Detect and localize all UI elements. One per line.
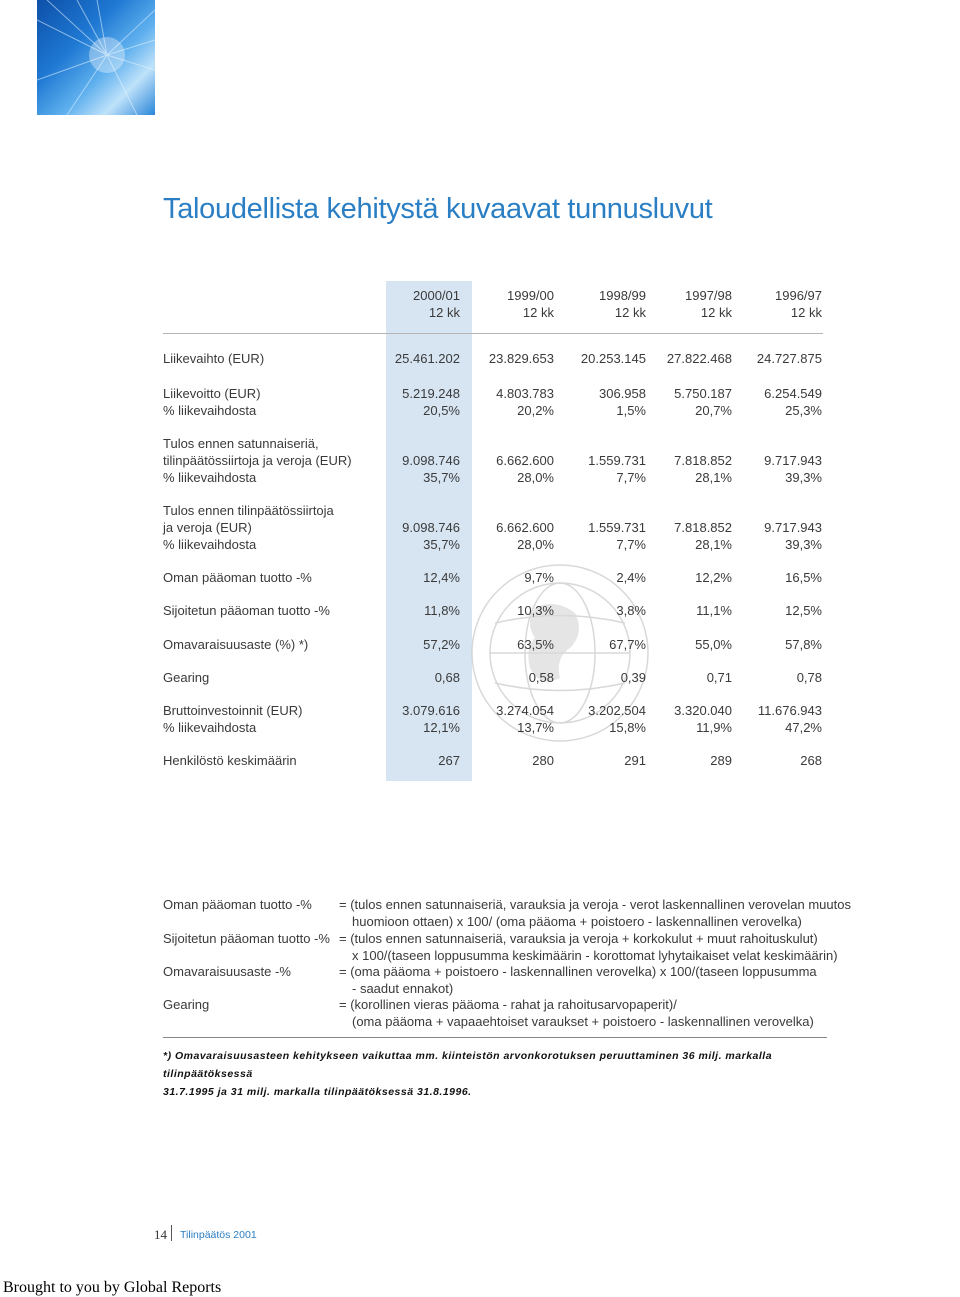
definition-term: Gearing: [163, 997, 210, 1012]
table-cell: 63,5%: [517, 637, 554, 652]
table-cell: 3.320.040: [674, 703, 732, 718]
table-cell: 1.559.731: [588, 520, 646, 535]
definition-formula-line: = (korollinen vieras pääoma - rahat ja rahoitusarvopaperit)/: [339, 997, 677, 1012]
table-cell: 6.662.600: [496, 453, 554, 468]
table-cell: 12,1%: [423, 720, 460, 735]
row-label: Oman pääoman tuotto -%: [163, 570, 312, 585]
table-cell: 289: [710, 753, 732, 768]
definition-formula-line: = (oma pääoma + poistoero - laskennallinen verovelka) x 100/(taseen loppusumma: [339, 964, 817, 979]
table-cell: 39,3%: [785, 470, 822, 485]
row-label: Sijoitetun pääoman tuotto -%: [163, 603, 330, 618]
table-cell: 39,3%: [785, 537, 822, 552]
table-cell: 0,39: [620, 670, 646, 685]
table-cell: 24.727.875: [756, 351, 822, 366]
footnote-line-2: 31.7.1995 ja 31 milj. markalla tilinpäätöksessä 31.8.1996.: [163, 1086, 472, 1098]
table-cell: 0,68: [434, 670, 460, 685]
page-number-divider: [171, 1225, 172, 1241]
footnote-divider: [163, 1037, 827, 1038]
table-cell: 12,2%: [695, 570, 732, 585]
table-cell: 20.253.145: [580, 351, 646, 366]
table-cell: 3,8%: [616, 603, 646, 618]
table-cell: 9.098.746: [402, 453, 460, 468]
table-cell: 11,9%: [696, 720, 732, 735]
table-cell: 267: [438, 753, 460, 768]
table-cell: 11,1%: [696, 603, 732, 618]
table-cell: 3.274.054: [496, 703, 554, 718]
row-label: % liikevaihdosta: [163, 470, 257, 485]
table-cell: 23.829.653: [488, 351, 554, 366]
table-cell: 67,7%: [609, 637, 646, 652]
row-label: % liikevaihdosta: [163, 537, 257, 552]
header-divider: [163, 333, 823, 334]
table-cell: 13,7%: [517, 720, 554, 735]
table-cell: 4.803.783: [496, 386, 554, 401]
definition-formula-line: = (tulos ennen satunnaiseriä, varauksia ja veroja - verot laskennallinen verovelan muutos: [339, 897, 851, 912]
table-cell: 3.079.616: [402, 703, 460, 718]
table-cell: 27.822.468: [666, 351, 732, 366]
table-cell: 57,2%: [423, 637, 460, 652]
table-cell: 57,8%: [785, 637, 822, 652]
definition-formula-line: x 100/(taseen loppusumma keskimäärin - korottomat lyhytaikaiset velat keskimäärin): [352, 948, 838, 963]
table-cell: 2,4%: [616, 570, 646, 585]
table-cell: 306.958: [599, 386, 646, 401]
table-cell: 12,4%: [423, 570, 460, 585]
column-header-period: 1997/98: [685, 288, 732, 303]
table-cell: 16,5%: [785, 570, 822, 585]
table-cell: 28,1%: [695, 537, 732, 552]
table-cell: 28,1%: [695, 470, 732, 485]
definition-term: Oman pääoman tuotto -%: [163, 897, 312, 912]
column-header-period: 1999/00: [507, 288, 554, 303]
table-cell: 9,7%: [524, 570, 554, 585]
table-cell: 35,7%: [423, 537, 460, 552]
table-cell: 15,8%: [609, 720, 646, 735]
table-cell: 47,2%: [785, 720, 822, 735]
table-cell: 28,0%: [517, 470, 554, 485]
table-cell: 7,7%: [616, 537, 646, 552]
row-label: Liikevoitto (EUR): [163, 386, 261, 401]
footnote: [163, 1047, 843, 1101]
column-header-months: 12 kk: [790, 305, 822, 320]
row-label: tilinpäätössiirtoja ja veroja (EUR): [163, 453, 352, 468]
table-cell: 9.717.943: [764, 520, 822, 535]
table-cell: 5.219.248: [402, 386, 460, 401]
table-cell: 7.818.852: [674, 520, 732, 535]
table-cell: 25,3%: [785, 403, 822, 418]
column-header-period: 2000/01: [413, 288, 460, 303]
row-label: Henkilöstö keskimäärin: [163, 753, 297, 768]
table-cell: 9.098.746: [402, 520, 460, 535]
table-cell: 25.461.202: [394, 351, 460, 366]
row-label: Tulos ennen tilinpäätössiirtoja: [163, 503, 334, 518]
table-cell: 10,3%: [517, 603, 554, 618]
column-header-months: 12 kk: [614, 305, 646, 320]
definition-formula-line: - saadut ennakot): [352, 981, 454, 996]
table-cell: 3.202.504: [588, 703, 646, 718]
column-header-months: 12 kk: [428, 305, 460, 320]
table-cell: 5.750.187: [674, 386, 732, 401]
column-header-months: 12 kk: [522, 305, 554, 320]
table-cell: 6.662.600: [496, 520, 554, 535]
definition-formula-line: huomioon ottaen) x 100/ (oma pääoma + poistoero - laskennallinen verovelka): [352, 914, 802, 929]
row-label: Omavaraisuusaste (%) *): [163, 637, 309, 652]
table-cell: 291: [624, 753, 646, 768]
table-cell: 12,5%: [785, 603, 822, 618]
column-header-period: 1998/99: [599, 288, 646, 303]
table-cell: 0,71: [706, 670, 732, 685]
page-number: 14: [154, 1227, 167, 1242]
table-cell: 280: [532, 753, 554, 768]
row-label: Gearing: [163, 670, 210, 685]
table-cell: 11,8%: [424, 603, 460, 618]
definition-term: Sijoitetun pääoman tuotto -%: [163, 931, 330, 946]
definition-formula-line: (oma pääoma + vapaaehtoiset varaukset + poistoero - laskennallinen verovelka): [352, 1014, 814, 1029]
publication-name: Tilinpäätös 2001: [180, 1229, 257, 1241]
page-title: Taloudellista kehitystä kuvaavat tunnusluvut: [163, 193, 713, 226]
table-cell: 20,5%: [423, 403, 460, 418]
table-cell: 0,78: [796, 670, 822, 685]
column-header-months: 12 kk: [700, 305, 732, 320]
table-cell: 7,7%: [616, 470, 646, 485]
table-cell: 9.717.943: [764, 453, 822, 468]
row-label: % liikevaihdosta: [163, 720, 257, 735]
table-cell: 1.559.731: [588, 453, 646, 468]
footnote-line-1: *) Omavaraisuusasteen kehitykseen vaikuttaa mm. kiinteistön arvonkorotuksen peruuttaminen 36 milj. markalla tilinpäätöksessä: [163, 1050, 773, 1080]
table-cell: 35,7%: [423, 470, 460, 485]
definition-formula-line: = (tulos ennen satunnaiseriä, varauksia ja veroja + korkokulut + muut rahoituskulut): [339, 931, 818, 946]
table-cell: 20,2%: [517, 403, 554, 418]
corner-decorative-image: [37, 0, 155, 115]
row-label: % liikevaihdosta: [163, 403, 257, 418]
table-cell: 1,5%: [616, 403, 646, 418]
row-label: Bruttoinvestoinnit (EUR): [163, 703, 303, 718]
row-label: Tulos ennen satunnaiseriä,: [163, 436, 319, 451]
source-credit: Brought to you by Global Reports: [3, 1279, 222, 1296]
table-cell: 55,0%: [695, 637, 732, 652]
row-label: ja veroja (EUR): [163, 520, 252, 535]
table-cell: 0,58: [528, 670, 554, 685]
table-cell: 11.676.943: [757, 703, 822, 718]
table-cell: 268: [800, 753, 822, 768]
table-cell: 28,0%: [517, 537, 554, 552]
table-cell: 20,7%: [695, 403, 732, 418]
table-cell: 6.254.549: [764, 386, 822, 401]
row-label: Liikevaihto (EUR): [163, 351, 265, 366]
column-header-period: 1996/97: [775, 288, 822, 303]
table-cell: 7.818.852: [674, 453, 732, 468]
definition-term: Omavaraisuusaste -%: [163, 964, 291, 979]
